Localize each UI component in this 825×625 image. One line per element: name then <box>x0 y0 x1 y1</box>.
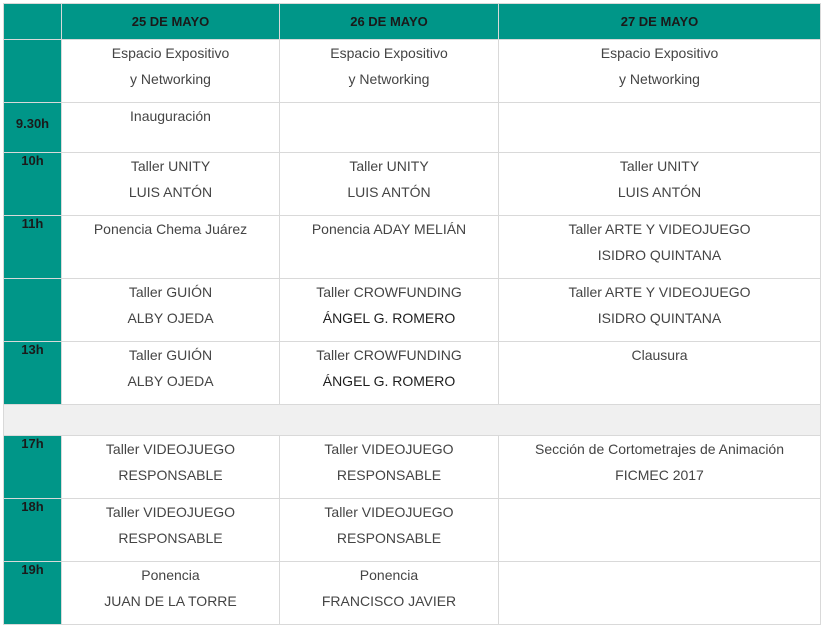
event-detail: FRANCISCO JAVIER <box>321 593 457 609</box>
time-cell: 17h <box>4 436 62 499</box>
event-cell <box>280 436 499 499</box>
event-cell <box>499 436 821 499</box>
event-cell <box>280 562 499 625</box>
event-title: Taller ARTE Y VIDEOJUEGO <box>568 284 751 300</box>
event-title: Taller CROWFUNDING <box>316 347 462 363</box>
event-cell <box>280 342 499 405</box>
event-title: Taller GUIÓN <box>128 347 213 363</box>
event-cell <box>280 153 499 216</box>
event-cell <box>499 216 821 279</box>
header-row <box>4 4 821 40</box>
schedule-row <box>4 279 821 342</box>
event-detail: ISIDRO QUINTANA <box>597 247 722 263</box>
event-detail: y Networking <box>348 71 430 87</box>
event-detail: RESPONSABLE <box>336 530 442 546</box>
event-cell <box>280 40 499 103</box>
event-title: Espacio Expositivo <box>600 45 719 61</box>
event-cell <box>280 279 499 342</box>
event-cell <box>62 279 280 342</box>
schedule-table <box>3 3 821 625</box>
schedule-row <box>4 499 821 562</box>
event-detail: ÁNGEL G. ROMERO <box>322 310 456 326</box>
event-cell <box>499 40 821 103</box>
event-cell <box>62 562 280 625</box>
event-title: Taller CROWFUNDING <box>316 284 462 300</box>
event-cell <box>62 499 280 562</box>
event-cell <box>62 216 280 279</box>
event-detail: ÁNGEL G. ROMERO <box>322 373 456 389</box>
event-detail: ALBY OJEDA <box>127 310 214 326</box>
event-detail: RESPONSABLE <box>118 467 223 483</box>
event-detail: FICMEC 2017 <box>615 467 704 483</box>
event-detail: y Networking <box>130 71 211 87</box>
event-title: Taller VIDEOJUEGO <box>105 504 236 520</box>
schedule-row <box>4 562 821 625</box>
event-cell <box>280 216 499 279</box>
event-detail: ALBY OJEDA <box>127 373 214 389</box>
event-detail: ISIDRO QUINTANA <box>597 310 722 326</box>
break-row <box>4 405 821 436</box>
time-cell: 11h <box>4 216 62 279</box>
event-title: Ponencia <box>359 567 419 583</box>
event-cell-empty <box>280 103 499 153</box>
event-title: Ponencia <box>141 567 200 583</box>
event-detail: y Networking <box>619 71 700 87</box>
time-cell: 10h <box>4 153 62 216</box>
event-cell <box>499 153 821 216</box>
schedule-row <box>4 342 821 405</box>
schedule-row <box>4 40 821 103</box>
event-cell-empty <box>499 103 821 153</box>
header-day-1: 25 DE MAYO <box>62 4 280 40</box>
event-title: Espacio Expositivo <box>111 45 230 61</box>
schedule-row <box>4 436 821 499</box>
header-corner <box>4 4 62 40</box>
event-title: Espacio Expositivo <box>330 45 448 61</box>
event-title: Clausura <box>631 347 688 363</box>
event-detail: LUIS ANTÓN <box>347 184 431 200</box>
event-title: Taller ARTE Y VIDEOJUEGO <box>568 221 751 237</box>
event-title: Taller UNITY <box>349 158 429 174</box>
header-day-2: 26 DE MAYO <box>280 4 499 40</box>
event-detail: RESPONSABLE <box>118 530 223 546</box>
event-title: Sección de Cortometrajes de Animación <box>534 441 785 457</box>
event-cell <box>280 499 499 562</box>
event-title: Taller VIDEOJUEGO <box>324 504 454 520</box>
event-cell <box>62 342 280 405</box>
time-cell: 9.30h <box>4 103 62 153</box>
event-cell <box>62 436 280 499</box>
break-cell <box>4 405 821 436</box>
event-title: Taller VIDEOJUEGO <box>105 441 236 457</box>
time-cell <box>4 40 62 103</box>
schedule-row <box>4 216 821 279</box>
event-cell <box>499 279 821 342</box>
event-detail: JUAN DE LA TORRE <box>104 593 237 609</box>
event-detail: RESPONSABLE <box>336 467 442 483</box>
time-cell: 19h <box>4 562 62 625</box>
time-cell: 18h <box>4 499 62 562</box>
event-title: Taller UNITY <box>619 158 700 174</box>
event-cell <box>62 40 280 103</box>
event-detail: LUIS ANTÓN <box>128 184 213 200</box>
time-cell <box>4 279 62 342</box>
event-cell-empty <box>499 562 821 625</box>
time-cell: 13h <box>4 342 62 405</box>
event-title: Ponencia Chema Juárez <box>93 221 248 237</box>
event-title: Taller GUIÓN <box>128 284 213 300</box>
event-title: Taller UNITY <box>130 158 211 174</box>
event-cell-empty <box>499 499 821 562</box>
event-cell <box>499 342 821 405</box>
event-title: Ponencia ADAY MELIÁN <box>311 221 467 237</box>
event-cell <box>62 153 280 216</box>
event-title: Taller VIDEOJUEGO <box>324 441 454 457</box>
event-detail: LUIS ANTÓN <box>617 184 702 200</box>
schedule-row <box>4 153 821 216</box>
event-title: Inauguración <box>130 108 211 124</box>
header-day-3: 27 DE MAYO <box>499 4 821 40</box>
event-cell <box>62 103 280 153</box>
schedule-row <box>4 103 821 153</box>
